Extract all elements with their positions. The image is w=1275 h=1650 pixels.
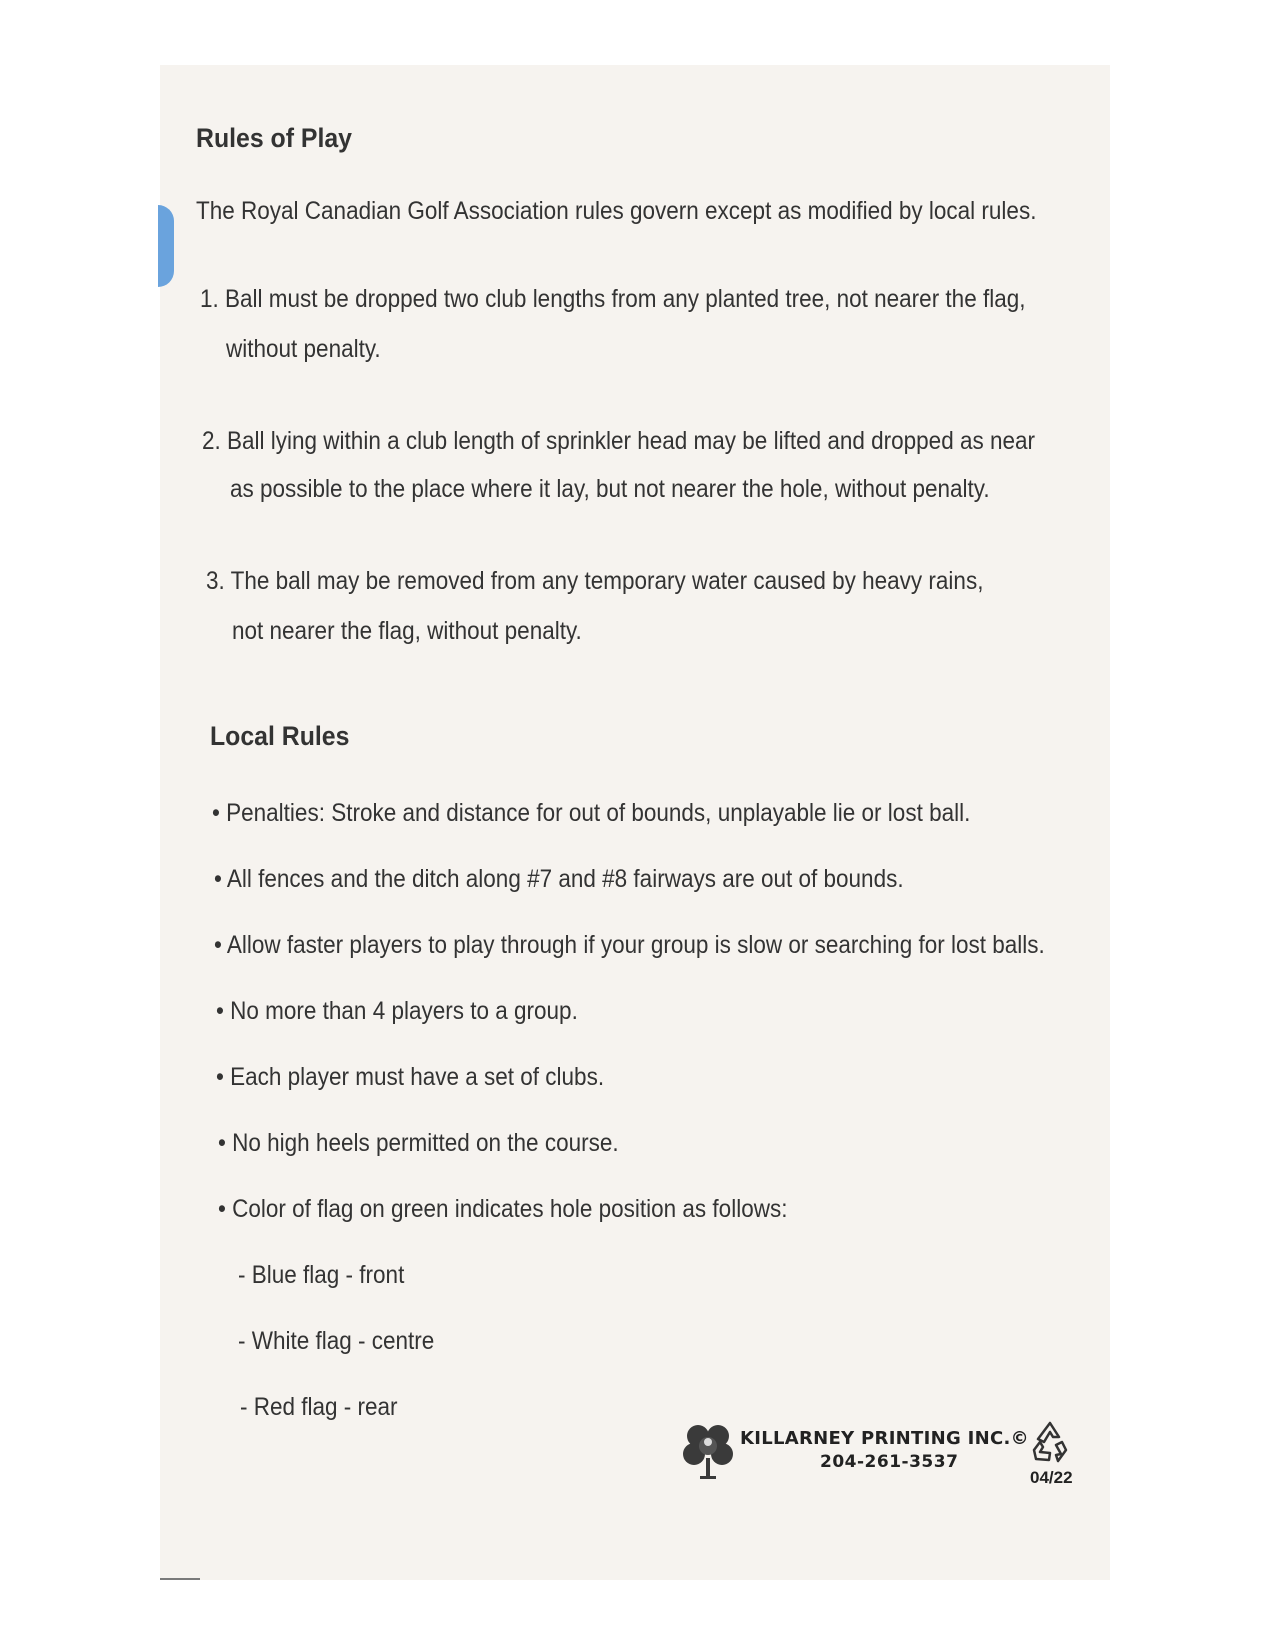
company-phone: 204-261-3537 [820, 1452, 959, 1472]
local-rule-item: • Each player must have a set of clubs. [216, 1063, 605, 1091]
local-rule-item: • No high heels permitted on the course. [218, 1129, 619, 1157]
rules-intro-text: The Royal Canadian Golf Association rules govern except as modified by local rules. [196, 197, 1037, 225]
company-name: KILLARNEY PRINTING INC.© [740, 1428, 1029, 1449]
bottom-edge-line [160, 1578, 200, 1580]
printer-footer [680, 1410, 1090, 1500]
rule-3-line-2: not nearer the flag, without penalty. [232, 617, 582, 645]
shamrock-icon [680, 1420, 736, 1482]
rule-2-line-1: 2. Ball lying within a club length of sprinkler head may be lifted and dropped as near [202, 427, 1036, 455]
flag-white-text: - White flag - centre [238, 1327, 435, 1355]
local-rule-item: • All fences and the ditch along #7 and #8 fairways are out of bounds. [214, 865, 904, 893]
rules-card [160, 65, 1110, 1580]
print-code: 04/22 [1030, 1468, 1073, 1487]
rule-2-line-2: as possible to the place where it lay, but not nearer the hole, without penalty. [230, 475, 990, 503]
flag-red-text: - Red flag - rear [240, 1393, 398, 1421]
rule-1-line-2: without penalty. [226, 335, 381, 363]
local-rule-item: • No more than 4 players to a group. [216, 997, 578, 1025]
local-rule-item: • Color of flag on green indicates hole position as follows: [218, 1195, 788, 1223]
local-rules-heading: Local Rules [210, 721, 350, 751]
local-rule-item: • Allow faster players to play through if your group is slow or searching for lost balls. [214, 931, 1045, 959]
rule-1-line-1: 1. Ball must be dropped two club lengths from any planted tree, not nearer the flag, [200, 285, 1026, 313]
blue-tab-marker [158, 205, 174, 287]
flag-blue-text: - Blue flag - front [238, 1261, 405, 1289]
rule-3-line-1: 3. The ball may be removed from any temporary water caused by heavy rains, [206, 567, 984, 595]
rules-of-play-heading: Rules of Play [196, 123, 352, 153]
recycle-icon [1028, 1420, 1072, 1464]
local-rule-item: • Penalties: Stroke and distance for out of bounds, unplayable lie or lost ball. [212, 799, 971, 827]
